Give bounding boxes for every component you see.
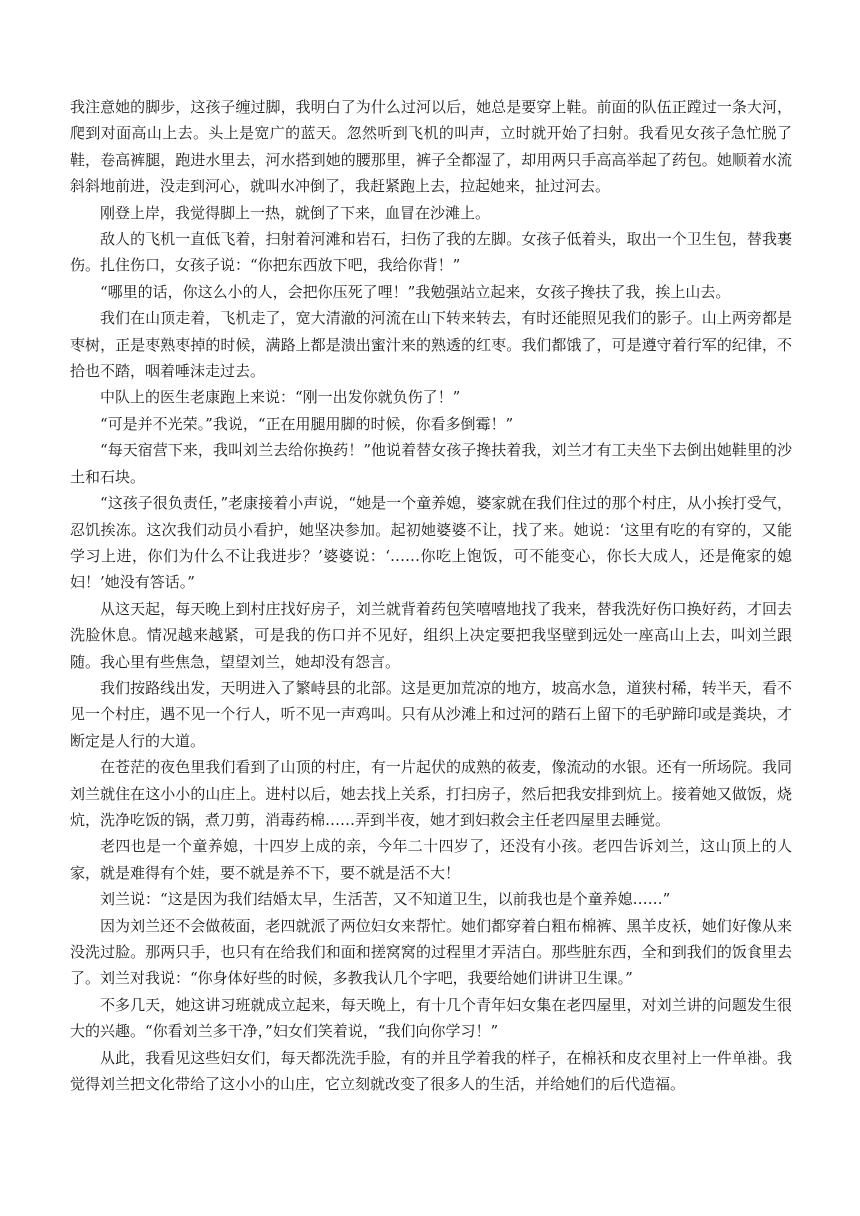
paragraph: 我们按路线出发，天明进入了繁峙县的北部。这是更加荒凉的地方，坡高水急，道狭村稀，转半天，看不见一个村庄，遇不见一个行人，听不见一声鸡叫。只有从沙滩上和过河的踏石上留下的毛驴蹄印或是粪块，才断定是人行的大道。 — [70, 678, 792, 750]
paragraph: 我注意她的脚步，这孩子缠过脚，我明白了为什么过河以后，她总是要穿上鞋。前面的队伍正蹚过一条大河，爬到对面高山上去。头上是宽广的蓝天。忽然听到飞机的叫声，立时就开始了扫射。我看见女孩子急忙脱了鞋，卷高裤腿，跑进水里去，河水搭到她的腰那里，裤子全都湿了，却用两只手高高举起了药包。她顺着水流斜斜地前进，没走到河心，就叫水冲倒了，我赶紧跑上去，拉起她来，扯过河去。 — [70, 98, 792, 196]
paragraph: “每天宿营下来，我叫刘兰去给你换药！”他说着替女孩子搀扶着我，刘兰才有工夫坐下去倒出她鞋里的沙土和石块。 — [70, 441, 792, 486]
paragraph: 在苍茫的夜色里我们看到了山顶的村庄，有一片起伏的成熟的莜麦，像流动的水银。还有一所场院。我同刘兰就住在这小小的山庄上。进村以后，她去找上关系，打扫房子，然后把我安排到炕上。接着她又做饭，烧炕，洗净吃饭的锅，煮刀剪，消毒药棉……弄到半夜，她才到妇救会主任老四屋里去睡觉。 — [70, 758, 792, 829]
paragraph: 老四也是一个童养媳，十四岁上成的亲，今年二十四岁了，还没有小孩。老四告诉刘兰，这山顶上的人家，就是难得有个娃，要不就是养不下，要不就是活不大！ — [70, 837, 792, 882]
paragraph: 从此，我看见这些妇女们，每天都洗洗手脸，有的并且学着我的样子，在棉袄和皮衣里衬上一件单褂。我觉得刘兰把文化带给了这小小的山庄，它立刻就改变了很多人的生活，并给她们的后代造福。 — [70, 1048, 792, 1094]
paragraph: 刘兰说：“这是因为我们结婚太早，生活苦，又不知道卫生，以前我也是个童养媳……” — [100, 890, 671, 909]
paragraph: 从这天起，每天晚上到村庄找好房子，刘兰就背着药包笑嘻嘻地找了我来，替我洗好伤口换好药，才回去洗脸休息。情况越来越紧，可是我的伤口并不见好，组织上决定要把我坚壁到远处一座高山上去，叫刘兰跟随。我心里有些焦急，望望刘兰，她却没有怨言。 — [70, 599, 792, 671]
paragraph: 因为刘兰还不会做莜面，老四就派了两位妇女来帮忙。她们都穿着白粗布棉裤、黑羊皮袄，她们好像从来没洗过脸。那两只手，也只有在给我们和面和搓窝窝的过程里才弄洁白。那些脏东西，全和到我们的饭食里去了。刘兰对我说：“你身体好些的时候，多教我认几个字吧，我要给她们讲讲卫生课。” — [70, 916, 792, 988]
paragraph: 我们在山顶走着，飞机走了，宽大清澈的河流在山下转来转去，有时还能照见我们的影子。山上两旁都是枣树，正是枣熟枣掉的时候，满路上都是溃出蜜汁来的熟透的红枣。我们都饿了，可是遵守着行军的纪律，不拾也不踏，咽着唾沫走过去。 — [70, 309, 792, 381]
paragraph: “哪里的话，你这么小的人，会把你压死了哩！”我勉强站立起来，女孩子搀扶了我，挨上山去。 — [100, 282, 731, 301]
paragraph: 中队上的医生老康跑上来说：“刚一出发你就负伤了！” — [100, 388, 461, 407]
paragraph: 刚登上岸，我觉得脚上一热，就倒了下来，血冒在沙滩上。 — [100, 203, 491, 222]
paragraph: 敌人的飞机一直低飞着，扫射着河滩和岩石，扫伤了我的左脚。女孩子低着头，取出一个卫生包，替我裹伤。扎住伤口，女孩子说：“你把东西放下吧，我给你背！” — [70, 230, 792, 275]
paragraph: “这孩子很负责任，”老康接着小声说，“她是一个童养媳，婆家就在我们住过的那个村庄，从小挨打受气，忍饥挨冻。这次我们动员小看护，她坚决参加。起初她婆婆不让，找了来。她说：‘这里有吃的有穿的，又能学习上进，你们为什么不让我进步？’婆婆说：‘……你吃上饱饭，可不能变心，你长大成人，还是俺家的媳妇！’她没有答话。” — [70, 494, 792, 592]
document-body — [70, 94, 792, 1097]
paragraph: 不多几天，她这讲习班就成立起来，每天晚上，有十几个青年妇女集在老四屋里，对刘兰讲的问题发生很大的兴趣。“你看刘兰多干净，”妇女们笑着说，“我们向你学习！” — [70, 995, 792, 1041]
paragraph: “可是并不光荣。”我说，“正在用腿用脚的时候，你看多倒霉！” — [100, 414, 514, 433]
